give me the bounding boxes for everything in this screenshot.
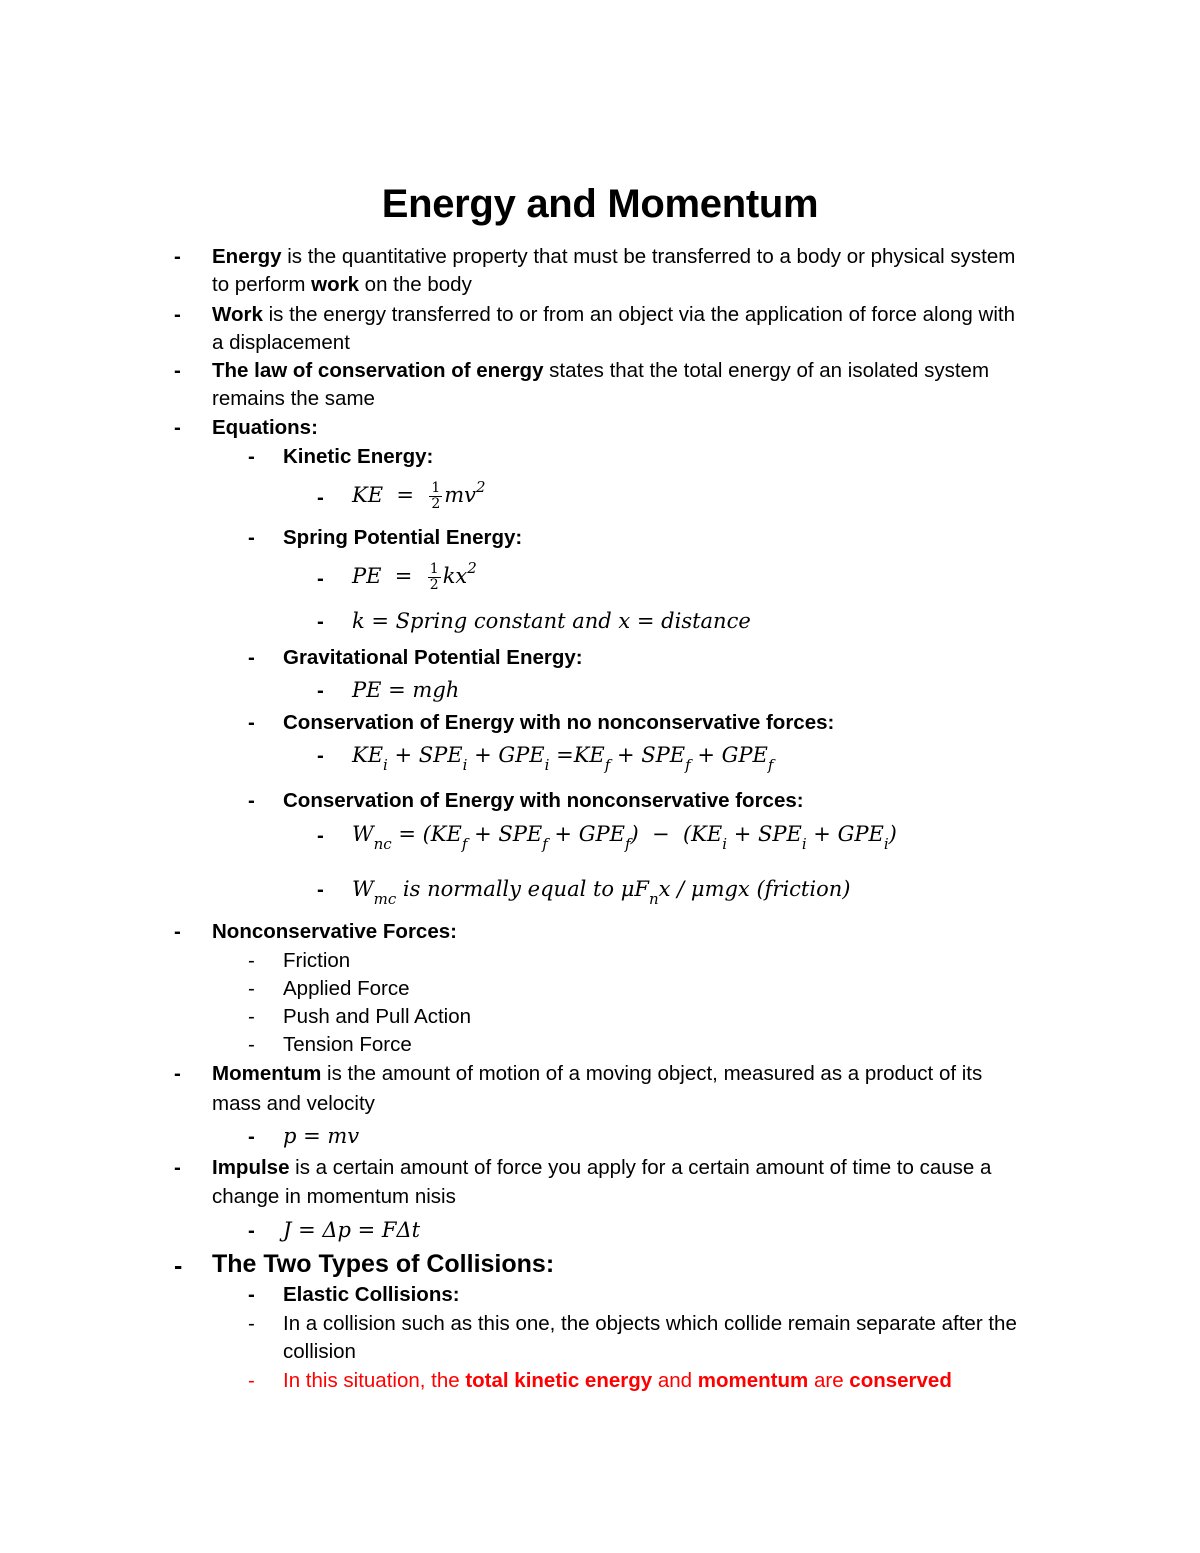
equations-heading: [212, 414, 318, 442]
bullet-dash: -: [248, 646, 255, 669]
energy-text: is the quantitative property that must be transferred to a body or physical system: [281, 245, 1016, 268]
bullet-dash: -: [174, 1156, 181, 1179]
bullet-dash: -: [317, 610, 324, 633]
bullet-dash: -: [174, 303, 181, 326]
impulse-definition-line2: change in momentum nisis: [212, 1185, 456, 1208]
bullet-dash: -: [248, 711, 255, 734]
bullet-dash: -: [174, 1252, 183, 1280]
momentum-term: Momentum: [212, 1062, 322, 1085]
ke-label-text: Kinetic Energy:: [283, 445, 434, 468]
bullet-dash: -: [174, 920, 181, 943]
cons-no-nc-label: [283, 709, 834, 737]
bullet-dash: -: [174, 245, 181, 268]
collisions-heading: The Two Types of Collisions:: [212, 1250, 555, 1278]
spe-label: [283, 524, 522, 552]
elastic-label: [283, 1281, 460, 1309]
list-item: Push and Pull Action: [283, 1005, 472, 1028]
bullet-dash: -: [248, 1005, 255, 1028]
energy-term: Energy: [212, 245, 282, 268]
bullet-dash: -: [317, 878, 324, 901]
bullet-dash: -: [248, 1312, 255, 1335]
impulse-text: is a certain amount of force you apply for a certain amount of time to cause a: [289, 1156, 992, 1179]
bullet-dash: -: [248, 949, 255, 972]
wnc-formula: $W_{nc} = (KE_f + SPE_f + GPE_f) - (KE_i + SPE_i + GPE_i)$: [352, 822, 897, 853]
elastic-text-line1: In a collision such as this one, the objects which collide remain separate after the: [283, 1312, 1017, 1335]
wnc-note-text: is normally equal to μF: [402, 877, 649, 901]
impulse-definition-line1: [212, 1154, 991, 1182]
list-item: Applied Force: [283, 977, 410, 1000]
cons-nc-label-text: Conservation of Energy with nonconservative forces:: [283, 789, 804, 812]
law-definition-line1: [212, 357, 989, 385]
law-term: The law of conservation of energy: [212, 359, 544, 382]
momentum-text: is the amount of motion of a moving object, measured as a product of its: [321, 1062, 983, 1085]
work-definition-line2: a displacement: [212, 331, 350, 354]
bullet-dash: -: [248, 445, 255, 468]
bullet-dash: -: [248, 1125, 255, 1148]
bullet-dash: -: [174, 416, 181, 439]
note-bold-momentum: momentum: [697, 1369, 809, 1392]
wnc-note-text2: x / μmgx (friction): [658, 877, 851, 901]
impulse-term: Impulse: [212, 1156, 290, 1179]
bullet-dash: -: [248, 1033, 255, 1056]
momentum-formula: p = mv: [283, 1124, 360, 1148]
page-title: Energy and Momentum: [381, 182, 819, 226]
bullet-dash: -: [248, 526, 255, 549]
cons-no-nc-formula: $KE_i + SPE_i + GPE_i =KE_f + SPE_f + GPE_f$: [352, 743, 774, 774]
energy-definition-line1: [212, 243, 1015, 271]
bullet-dash: -: [317, 744, 324, 767]
note-text: and: [652, 1369, 698, 1392]
spe-formula: PE = $\frac{1}{2}$ $kx^2$: [352, 559, 477, 593]
note-text: In this situation, the: [283, 1369, 466, 1392]
bullet-dash: -: [174, 1062, 181, 1085]
spe-label-text: Spring Potential Energy:: [283, 526, 523, 549]
momentum-definition-line2: mass and velocity: [212, 1092, 375, 1115]
wnc-friction-note: $W_{mc}$ is normally equal to $\mu F_nx$ / μmgx (friction): [352, 877, 851, 908]
work-term-inline: work: [311, 273, 359, 296]
bullet-dash: -: [317, 486, 324, 509]
ke-formula: KE = $\frac{1}{2}$ $mv^2$: [352, 478, 486, 512]
spring-constant-note: k = Spring constant and x = distance: [352, 609, 751, 633]
gpe-label: [283, 644, 583, 672]
bullet-dash: -: [174, 359, 181, 382]
work-definition-line1: [212, 301, 1015, 329]
list-item: Friction: [283, 949, 351, 972]
bullet-dash: -: [317, 567, 324, 590]
work-term: Work: [212, 303, 263, 326]
impulse-formula: J = Δp = FΔt: [283, 1218, 421, 1242]
bullet-dash: -: [248, 977, 255, 1000]
energy-text: to perform: [212, 273, 312, 296]
elastic-label-text: Elastic Collisions:: [283, 1283, 460, 1306]
momentum-definition-line1: [212, 1060, 982, 1088]
gpe-formula: PE = mgh: [352, 678, 460, 702]
energy-text: on the body: [358, 273, 472, 296]
note-text: are: [808, 1369, 850, 1392]
law-text: states that the total energy of an isolated system: [543, 359, 990, 382]
nonconservative-heading: [212, 918, 457, 946]
nonconservative-heading-text: Nonconservative Forces:: [212, 920, 457, 943]
note-bold-conserved: conserved: [849, 1369, 952, 1392]
elastic-text-line2: collision: [283, 1340, 356, 1363]
bullet-dash: -: [248, 1369, 255, 1392]
bullet-dash: -: [317, 824, 324, 847]
cons-no-nc-label-text: Conservation of Energy with no nonconservative forces:: [283, 711, 835, 734]
energy-definition-line2: [212, 271, 472, 299]
gpe-label-text: Gravitational Potential Energy:: [283, 646, 583, 669]
work-text: is the energy transferred to or from an object via the application of force along with: [262, 303, 1015, 326]
bullet-dash: -: [248, 1283, 255, 1306]
elastic-conserved-note: [283, 1367, 952, 1395]
equations-heading-text: Equations:: [212, 416, 318, 439]
ke-label: [283, 443, 433, 471]
bullet-dash: -: [248, 789, 255, 812]
list-item: Tension Force: [283, 1033, 412, 1056]
cons-nc-label: [283, 787, 804, 815]
note-bold-ke: total kinetic energy: [465, 1369, 653, 1392]
law-definition-line2: remains the same: [212, 387, 375, 410]
bullet-dash: -: [317, 679, 324, 702]
bullet-dash: -: [248, 1219, 255, 1242]
